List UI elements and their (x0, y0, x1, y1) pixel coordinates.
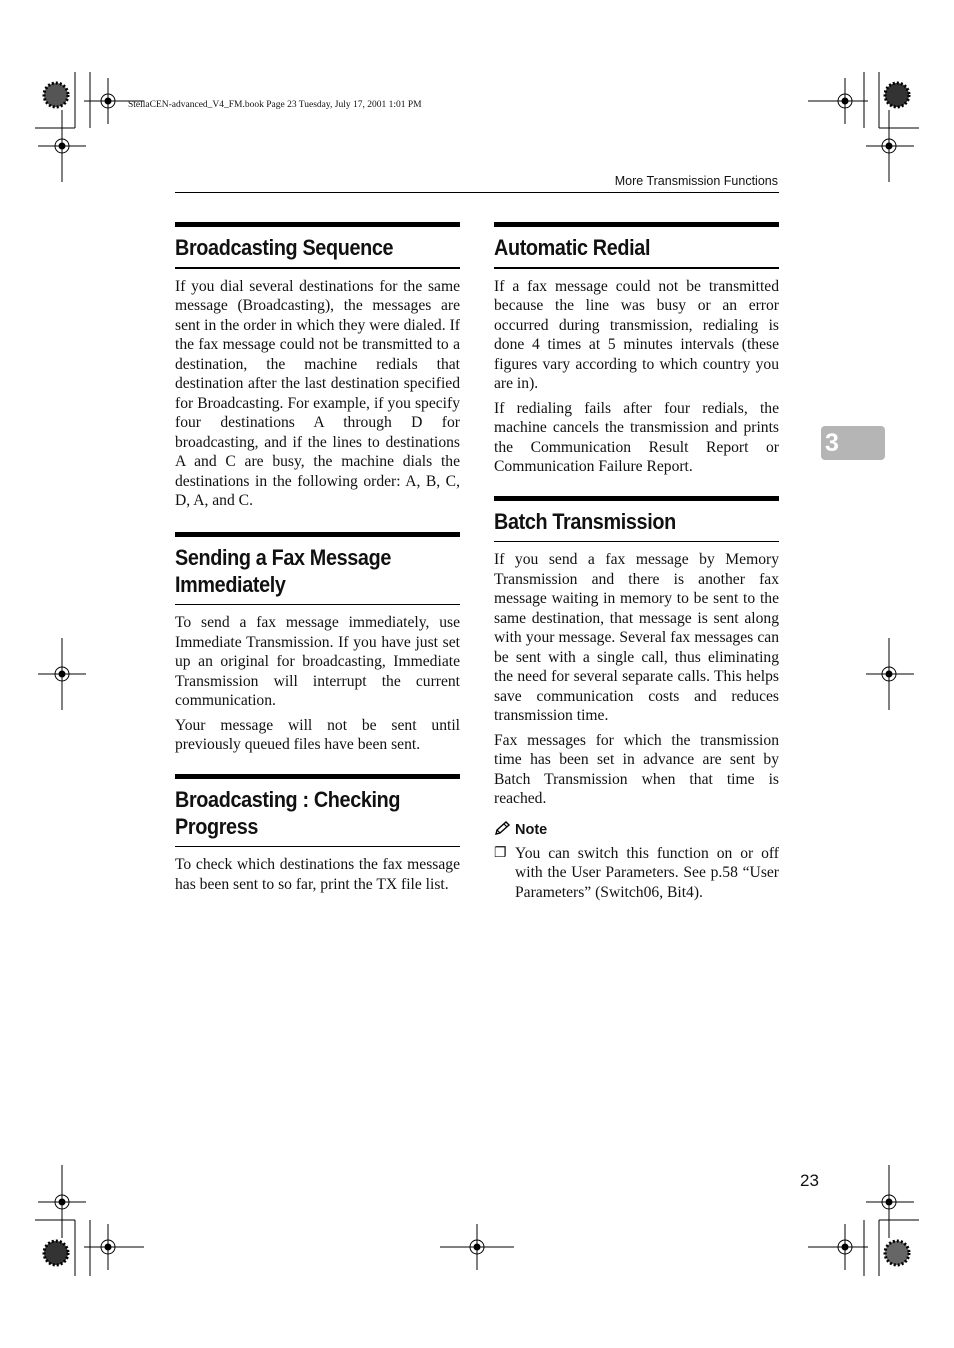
right-column (494, 222, 779, 902)
left-column (175, 222, 460, 899)
note-title: Note (515, 822, 548, 838)
note-text: You can switch this function on or off with the User Parameters. See p.58 “User Parameters” (Switch06, Bit4). (515, 844, 779, 901)
section-rule-top (494, 496, 779, 501)
section-batch-transmission (494, 496, 779, 903)
note-heading (494, 821, 779, 840)
section-automatic-redial (494, 222, 779, 477)
paragraph: If redialing fails after four redials, the machine cancels the transmission and prints the Communication Result Report or Communication Failure Report. (494, 399, 779, 475)
section-rule-top (175, 532, 460, 537)
section-checking-progress (175, 774, 460, 895)
section-rule-bottom (175, 267, 460, 269)
section-heading-continued: Progress (175, 813, 259, 839)
paragraph: If you dial several destinations for the same message (Broadcasting), the messages are sent in the order in which they were dialed. If the fax message could not be transmitted to a destination, the machine redials that destination after the last destination specified for Broadcasting. For example, if you specify four destinations A through D for broadcasting, and if the lines to destinations A and C are busy, the machine dials the destinations in the following order: A, B, C, D, A, and C. (175, 277, 460, 509)
section-rule-top (175, 774, 460, 779)
paragraph: Your message will not be sent until previously queued files have been sent. (175, 716, 460, 753)
section-sending-immediately (175, 532, 460, 755)
section-rule-top (494, 222, 779, 227)
pencil-icon (494, 821, 511, 840)
file-info: StellaCEN-advanced_V4_FM.book Page 23 Tuesday, July 17, 2001 1:01 PM (128, 100, 422, 110)
section-rule-top (175, 222, 460, 227)
section-heading-continued: Immediately (175, 571, 286, 597)
running-header: More Transmission Functions (614, 174, 778, 188)
paragraph: If you send a fax message by Memory Transmission and there is another fax message waiting in memory to be sent to the same destination, that message is sent along with your message. Several fax messages can be sent with a single call, thus eliminating the need for several separate calls. This helps save communication costs and reduces transmission time. (494, 551, 779, 724)
section-heading: Batch Transmission (494, 508, 676, 534)
chapter-tab: 3 (821, 426, 885, 460)
section-rule-bottom (494, 267, 779, 269)
paragraph: To check which destinations the fax message has been sent to so far, print the TX file list. (175, 856, 460, 893)
section-rule-bottom (175, 604, 460, 606)
page-number: 23 (800, 1171, 819, 1190)
section-heading: Broadcasting Sequence (175, 235, 394, 260)
paragraph: If a fax message could not be transmitted because the line was busy or an error occurred during transmission, redialing is done 4 times at 5 minutes intervals (these figures vary according to which country you are in). (494, 277, 779, 392)
paragraph: Fax messages for which the transmission time has been set in advance are sent by Batch Transmission when that time is reached. (494, 731, 779, 807)
section-rule-bottom (175, 846, 460, 848)
paragraph: To send a fax message immediately, use Immediate Transmission. If you have just set up an original for broadcasting, Immediate Transmission will interrupt the current communication. (175, 614, 460, 709)
note-item (494, 844, 779, 903)
header-rule (175, 192, 779, 193)
section-heading: Broadcasting : Checking (175, 786, 401, 812)
section-rule-bottom (494, 541, 779, 543)
section-broadcasting-sequence (175, 222, 460, 511)
checkbox-bullet-icon: ❐ (494, 844, 507, 861)
section-heading: Sending a Fax Message (175, 544, 391, 570)
section-heading: Automatic Redial (494, 235, 651, 260)
